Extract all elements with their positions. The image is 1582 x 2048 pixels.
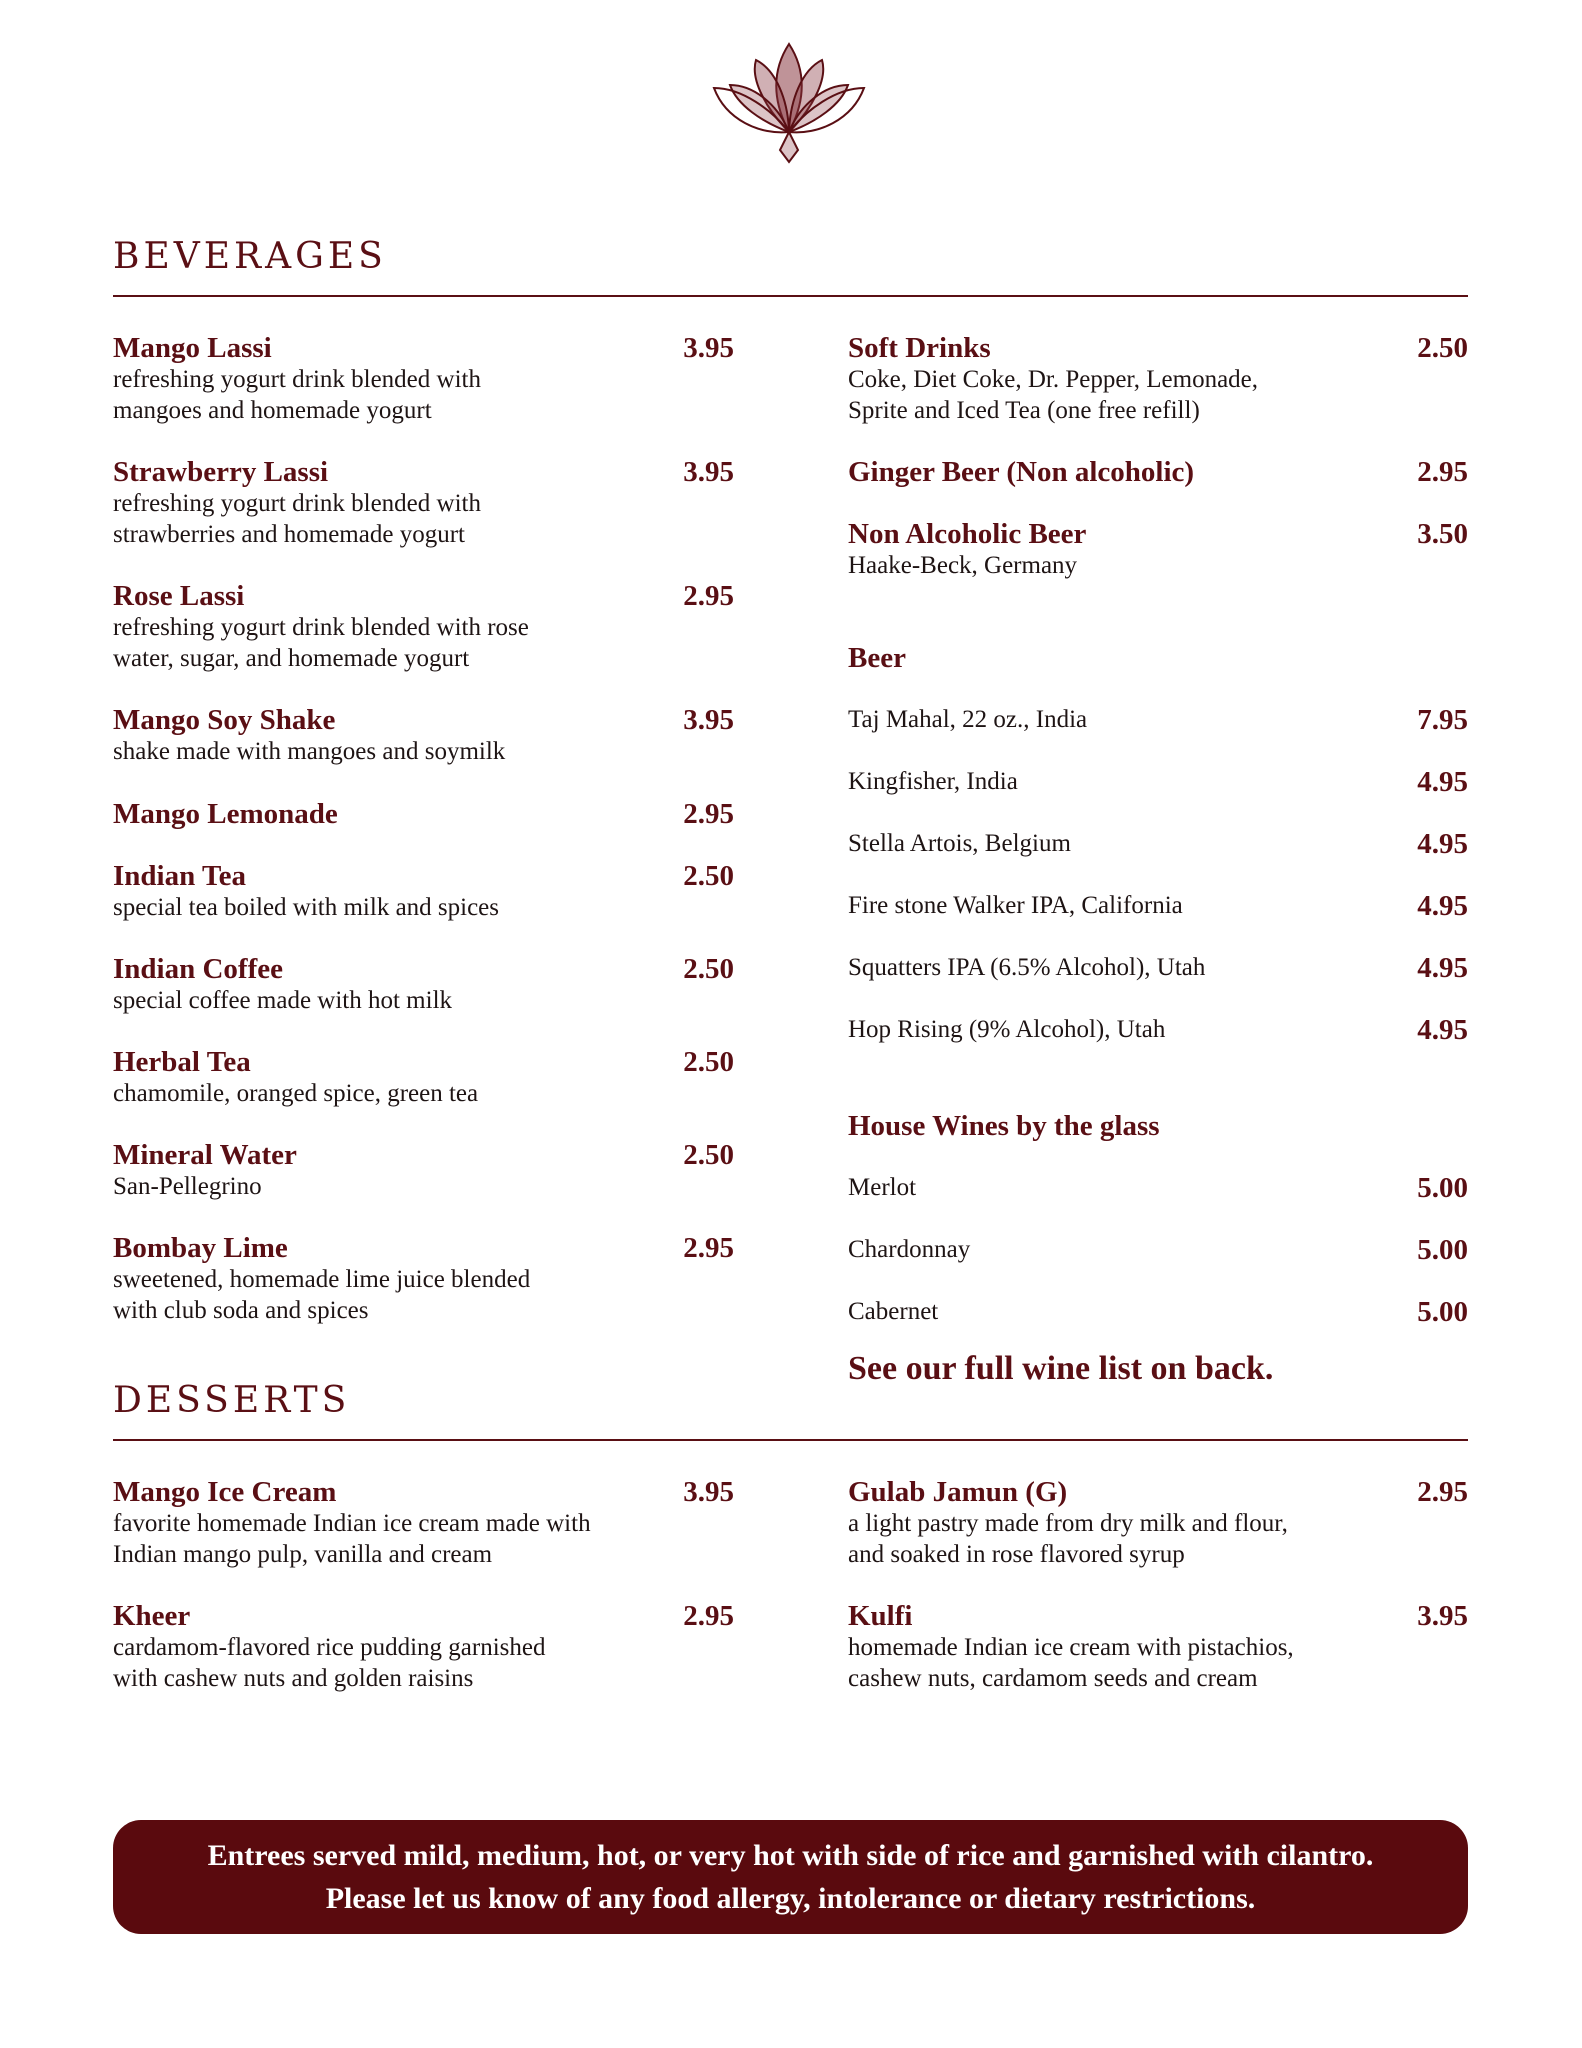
menu-item-name: Gulab Jamun (G): [848, 1476, 1068, 1508]
footer-banner: [113, 1820, 1468, 1934]
menu-item: [848, 1014, 1165, 1046]
menu-item: [113, 580, 529, 674]
menu-item-price: 3.95: [1417, 1600, 1468, 1632]
menu-item-name: Kheer: [113, 1600, 191, 1632]
menu-item-name: Kulfi: [848, 1600, 913, 1632]
menu-item: [848, 704, 1087, 736]
menu-item-price: 5.00: [1417, 1234, 1468, 1266]
menu-item: [848, 828, 1071, 860]
menu-item-name: Cabernet: [848, 1298, 939, 1325]
menu-item: [113, 332, 481, 426]
menu-item-name: Fire stone Walker IPA, California: [848, 892, 1183, 919]
menu-item-name: Non Alcoholic Beer: [848, 518, 1087, 550]
menu-item: [113, 1046, 478, 1109]
section-title-desserts: DESSERTS: [113, 1380, 351, 1421]
menu-item-name: Indian Coffee: [113, 953, 283, 985]
menu-item-name: Mineral Water: [113, 1139, 297, 1171]
menu-item-price: 2.95: [683, 1600, 734, 1632]
menu-item-name: Bombay Lime: [113, 1232, 288, 1264]
menu-item: [113, 860, 499, 923]
menu-item: [113, 1600, 545, 1694]
menu-item-price: 3.95: [683, 704, 734, 736]
menu-item-name: Strawberry Lassi: [113, 456, 329, 488]
menu-item: [113, 1232, 530, 1326]
menu-item: [113, 456, 481, 550]
menu-item-price: 4.95: [1417, 1014, 1468, 1046]
menu-item-price: 2.95: [683, 798, 734, 830]
section-divider: [113, 295, 1468, 297]
menu-item-price: 2.50: [1417, 332, 1468, 364]
footer-line-2: Please let us know of any food allergy, intolerance or dietary restrictions.: [325, 1882, 1256, 1915]
menu-item: [848, 456, 1194, 488]
menu-item-name: Taj Mahal, 22 oz., India: [848, 706, 1088, 733]
menu-item-price: 7.95: [1417, 704, 1468, 736]
menu-item-price: 4.95: [1417, 766, 1468, 798]
menu-item-description: special tea boiled with milk and spices: [113, 894, 500, 921]
menu-item: [113, 798, 338, 830]
menu-item: [848, 332, 1258, 426]
menu-item: [848, 1476, 1288, 1570]
menu-item: [113, 1476, 591, 1570]
menu-item-price: 2.95: [683, 580, 734, 612]
menu-item-description: San-Pellegrino: [113, 1173, 262, 1200]
menu-item-name: Stella Artois, Belgium: [848, 830, 1071, 857]
menu-item-name: Chardonnay: [848, 1236, 971, 1263]
menu-item: [848, 890, 1183, 922]
menu-item-description: favorite homemade Indian ice cream made with Indian mango pulp, vanilla and cream: [113, 1510, 591, 1568]
menu-item-description: refreshing yogurt drink blended with strawberries and homemade yogurt: [113, 490, 481, 548]
menu-item: [848, 1296, 938, 1328]
menu-item-price: 4.95: [1417, 952, 1468, 984]
menu-item-description: refreshing yogurt drink blended with mangoes and homemade yogurt: [113, 366, 481, 424]
menu-item-description: Coke, Diet Coke, Dr. Pepper, Lemonade, Sprite and Iced Tea (one free refill): [848, 366, 1259, 424]
section-title-beverages: BEVERAGES: [113, 236, 387, 277]
beer-subheading: Beer: [848, 642, 906, 674]
menu-item-description: a light pastry made from dry milk and flour, and soaked in rose flavored syrup: [848, 1510, 1288, 1568]
menu-item-name: Mango Lassi: [113, 332, 272, 364]
menu-item-price: 2.50: [683, 953, 734, 985]
menu-item: [848, 1600, 1294, 1694]
menu-item: [848, 1172, 916, 1204]
wines-subheading: House Wines by the glass: [848, 1110, 1160, 1142]
wine-list-note: See our full wine list on back.: [848, 1350, 1274, 1387]
menu-item-name: Hop Rising (9% Alcohol), Utah: [848, 1016, 1166, 1043]
menu-item: [113, 953, 452, 1016]
menu-item-price: 2.50: [683, 1139, 734, 1171]
section-divider: [113, 1439, 1468, 1441]
menu-item-price: 2.95: [1417, 456, 1468, 488]
lotus-icon: [712, 40, 866, 166]
menu-item-description: refreshing yogurt drink blended with rose water, sugar, and homemade yogurt: [113, 614, 529, 672]
menu-item-price: 3.95: [683, 332, 734, 364]
menu-item-description: chamomile, oranged spice, green tea: [113, 1080, 479, 1107]
menu-item-description: shake made with mangoes and soymilk: [113, 738, 506, 765]
menu-item-name: Rose Lassi: [113, 580, 245, 612]
menu-item-name: Kingfisher, India: [848, 768, 1018, 795]
footer-line-1: Entrees served mild, medium, hot, or very hot with side of rice and garnished with cilantro.: [207, 1839, 1374, 1872]
menu-item: [113, 1139, 297, 1202]
menu-item-price: 3.95: [683, 456, 734, 488]
menu-item-price: 5.00: [1417, 1296, 1468, 1328]
menu-item-description: homemade Indian ice cream with pistachios, cashew nuts, cardamom seeds and cream: [848, 1634, 1294, 1692]
menu-item-price: 2.50: [683, 1046, 734, 1078]
menu-item-name: Mango Ice Cream: [113, 1476, 337, 1508]
menu-item-name: Mango Lemonade: [113, 798, 338, 830]
menu-item-name: Squatters IPA (6.5% Alcohol), Utah: [848, 954, 1206, 981]
menu-item-price: 2.95: [1417, 1476, 1468, 1508]
menu-item: [848, 766, 1018, 798]
menu-item: [113, 704, 505, 767]
menu-item-name: Herbal Tea: [113, 1046, 251, 1078]
menu-item-name: Mango Soy Shake: [113, 704, 336, 736]
menu-item-price: 2.95: [683, 1232, 734, 1264]
menu-item-price: 5.00: [1417, 1172, 1468, 1204]
menu-item-name: Merlot: [848, 1174, 917, 1201]
menu-item-description: cardamom-flavored rice pudding garnished with cashew nuts and golden raisins: [113, 1634, 546, 1692]
menu-item-name: Indian Tea: [113, 860, 247, 892]
menu-item: [848, 952, 1205, 984]
menu-item-name: Ginger Beer (Non alcoholic): [848, 456, 1195, 488]
menu-item-price: 2.50: [683, 860, 734, 892]
menu-item: [848, 518, 1086, 581]
menu-item-description: Haake-Beck, Germany: [848, 552, 1078, 579]
menu-item-price: 3.95: [683, 1476, 734, 1508]
menu-item-price: 3.50: [1417, 518, 1468, 550]
menu-item-price: 4.95: [1417, 890, 1468, 922]
menu-item-price: 4.95: [1417, 828, 1468, 860]
menu-item-name: Soft Drinks: [848, 332, 991, 364]
menu-item: [848, 1234, 970, 1266]
menu-item-description: sweetened, homemade lime juice blended with club soda and spices: [113, 1266, 531, 1324]
menu-item-description: special coffee made with hot milk: [113, 987, 453, 1014]
